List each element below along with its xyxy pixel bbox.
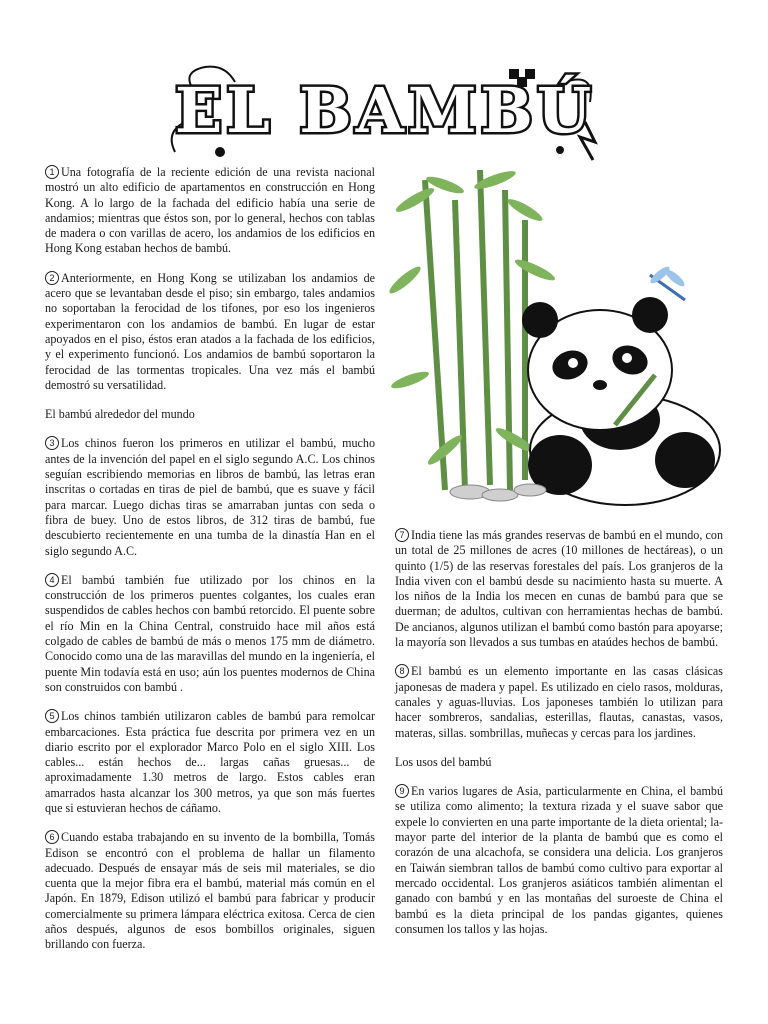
paragraph-number: 1 <box>45 165 59 179</box>
title-text: EL BAMBÚ <box>174 74 596 147</box>
paragraph-number: 9 <box>395 784 409 798</box>
paragraph-text: El bambú también fue utilizado por los chinos en la construcción de los primeros puentes colgantes, los cuales eran suspendidos de cables hechos con bambú retorcido. El puente sobre el río Min en la China Central, construido hace mil años está colgado de cables de bambú de más o menos 175 mm de diámetro. Conocido como una de las maravillas del mundo en la ingeniería, el puente Min todavía está en uso; aún los puentes modernos de China son construidos con bambú . <box>45 572 375 694</box>
right-column <box>395 528 723 951</box>
panda-icon <box>522 297 720 505</box>
paragraph-1 <box>45 165 375 257</box>
paragraph-text: Los chinos también utilizaron cables de bambú para remolcar embarcaciones. Esta práctica fue descrita por primera vez en un diario escrito por el explorador Marco Polo en el siglo XIII. Los cables... están hechos de... largas cañas gruesas... de aproximadamente 1.30 metros de largo. Estos cables eran amarrados hasta alcanzar los 300 metros, ya que son más fuertes que si estuvieran hechos de cáñamo. <box>45 709 375 815</box>
left-column <box>45 165 375 967</box>
paragraph-text: El bambú es un elemento importante en las casas clásicas japonesas de madera y papel. Es utilizado en cielo rasos, molduras, canales y aguas-lluvias. Los japoneses también lo utilizan para hacer sombreros, sandalias, esterillas, flautas, canastas, vasos, materas, sillas. sombrillas, muñecas y cercas para los jardines. <box>395 664 723 740</box>
paragraph-2 <box>45 271 375 393</box>
dragonfly-icon <box>648 264 687 300</box>
paragraph-number: 6 <box>45 830 59 844</box>
paragraph-5 <box>45 709 375 816</box>
paragraph-9 <box>395 784 723 937</box>
paragraph-number: 3 <box>45 436 59 450</box>
paragraph-7 <box>395 528 723 650</box>
paragraph-8 <box>395 664 723 740</box>
paragraph-3 <box>45 436 375 558</box>
paragraph-text: India tiene las más grandes reservas de bambú en el mundo, con un total de 25 millones de acres (10 millones de hectáreas), o un quinto (1/5) de las reservas forestales del país. Los granjeros de la India viven con el bambú desde su nacimiento hasta su muerte. A los niños de la India los mecen en cunas de bambú para que se duerman; de adultos, cultivan con herramientas hechas de bambú. De ancianos, algunos utilizan el bambú como bastón para apoyarse; la mayoría son llevados a sus tumbas en ataúdes hechos de bambú. <box>395 528 723 650</box>
section-heading: El bambú alrededor del mundo <box>45 407 195 422</box>
paragraph-number: 8 <box>395 664 409 678</box>
section-heading: Los usos del bambú <box>395 754 492 769</box>
paragraph-text: Los chinos fueron los primeros en utilizar el bambú, mucho antes de la invención del papel en el siglo segundo A.C. Los chinos seguían escribiendo memorias en libros de bambú, las letras eran inscritas o cortadas en tiras de piel de bambú, que es suave y fácil para marcar. Luego dichas tiras se amarraban juntas con seda o fibra de buey. Uno de estos libros, de 312 tiras de bambú, fue descubierto recientemente en una tumba de la dinastía Han en el siglo segundo A.C. <box>45 436 375 558</box>
paragraph-number: 7 <box>395 528 409 542</box>
page-title <box>165 62 605 162</box>
stones <box>450 484 546 501</box>
paragraph-text: Una fotografía de la reciente edición de una revista nacional mostró un alto edificio de apartamentos en construcción en Hong Kong. A lo largo de la fachada del edificio había una serie de andamios; mientras que éstos son, por lo general, hechos con tablas de madera o con varillas de acero, los andamios de los edificios en Hong Kong estaban hechos de bambú. <box>45 165 375 256</box>
paragraph-number: 4 <box>45 573 59 587</box>
bamboo-panda-illustration <box>385 160 725 510</box>
paragraph-text: Anteriormente, en Hong Kong se utilizaban los andamios de acero que se levantaban desde el piso; sin embargo, tales andamios no soportaban la ferocidad de los tifones, por eso los ingenieros experimentaron con los andamios de bambú. En lugar de estar apoyados en el piso, éstos eran atados a la fachada de los edificios, y el experimento funcionó. Los andamios de bambú soportaron la ferocidad de las tormentas tropicales. Una vez más el bambú demostró su versatilidad. <box>45 270 375 392</box>
paragraph-number: 2 <box>45 271 59 285</box>
paragraph-6 <box>45 830 375 952</box>
paragraph-number: 5 <box>45 709 59 723</box>
paragraph-text: Cuando estaba trabajando en su invento de la bombilla, Tomás Edison se encontró con el problema de hallar un filamento adecuado. Después de ensayar más de seis mil materiales, se dio cuenta que la mejor fibra era el bambú, material más común en el Japón. En 1879, Edison utilizó el bambú para fabricar y producir comercialmente su primera lámpara eléctrica exitosa. Cerca de cien años después, algunos de esos bombillos originales, siguen brillando con fuerza. <box>45 830 375 952</box>
paragraph-text: En varios lugares de Asia, particularmente en China, el bambú se utiliza como alimento; la textura rizada y el suave sabor que expele lo convierten en una parte importante de la dieta oriental; la- mayor parte del interior de la planta de bambú que es como el corazón de una alcachofa, se considera una delicia. Los granjeros en Taiwán siembran tallos de bambú como cultivo para exportar al mercado occidental. Los granjeros asiáticos también alimentan el ganado con bambú y en las montañas del suroeste de China el bambú es la dieta principal de los pandas gigantes, quienes consumen los tallos y las hojas. <box>395 784 723 936</box>
paragraph-4 <box>45 573 375 695</box>
